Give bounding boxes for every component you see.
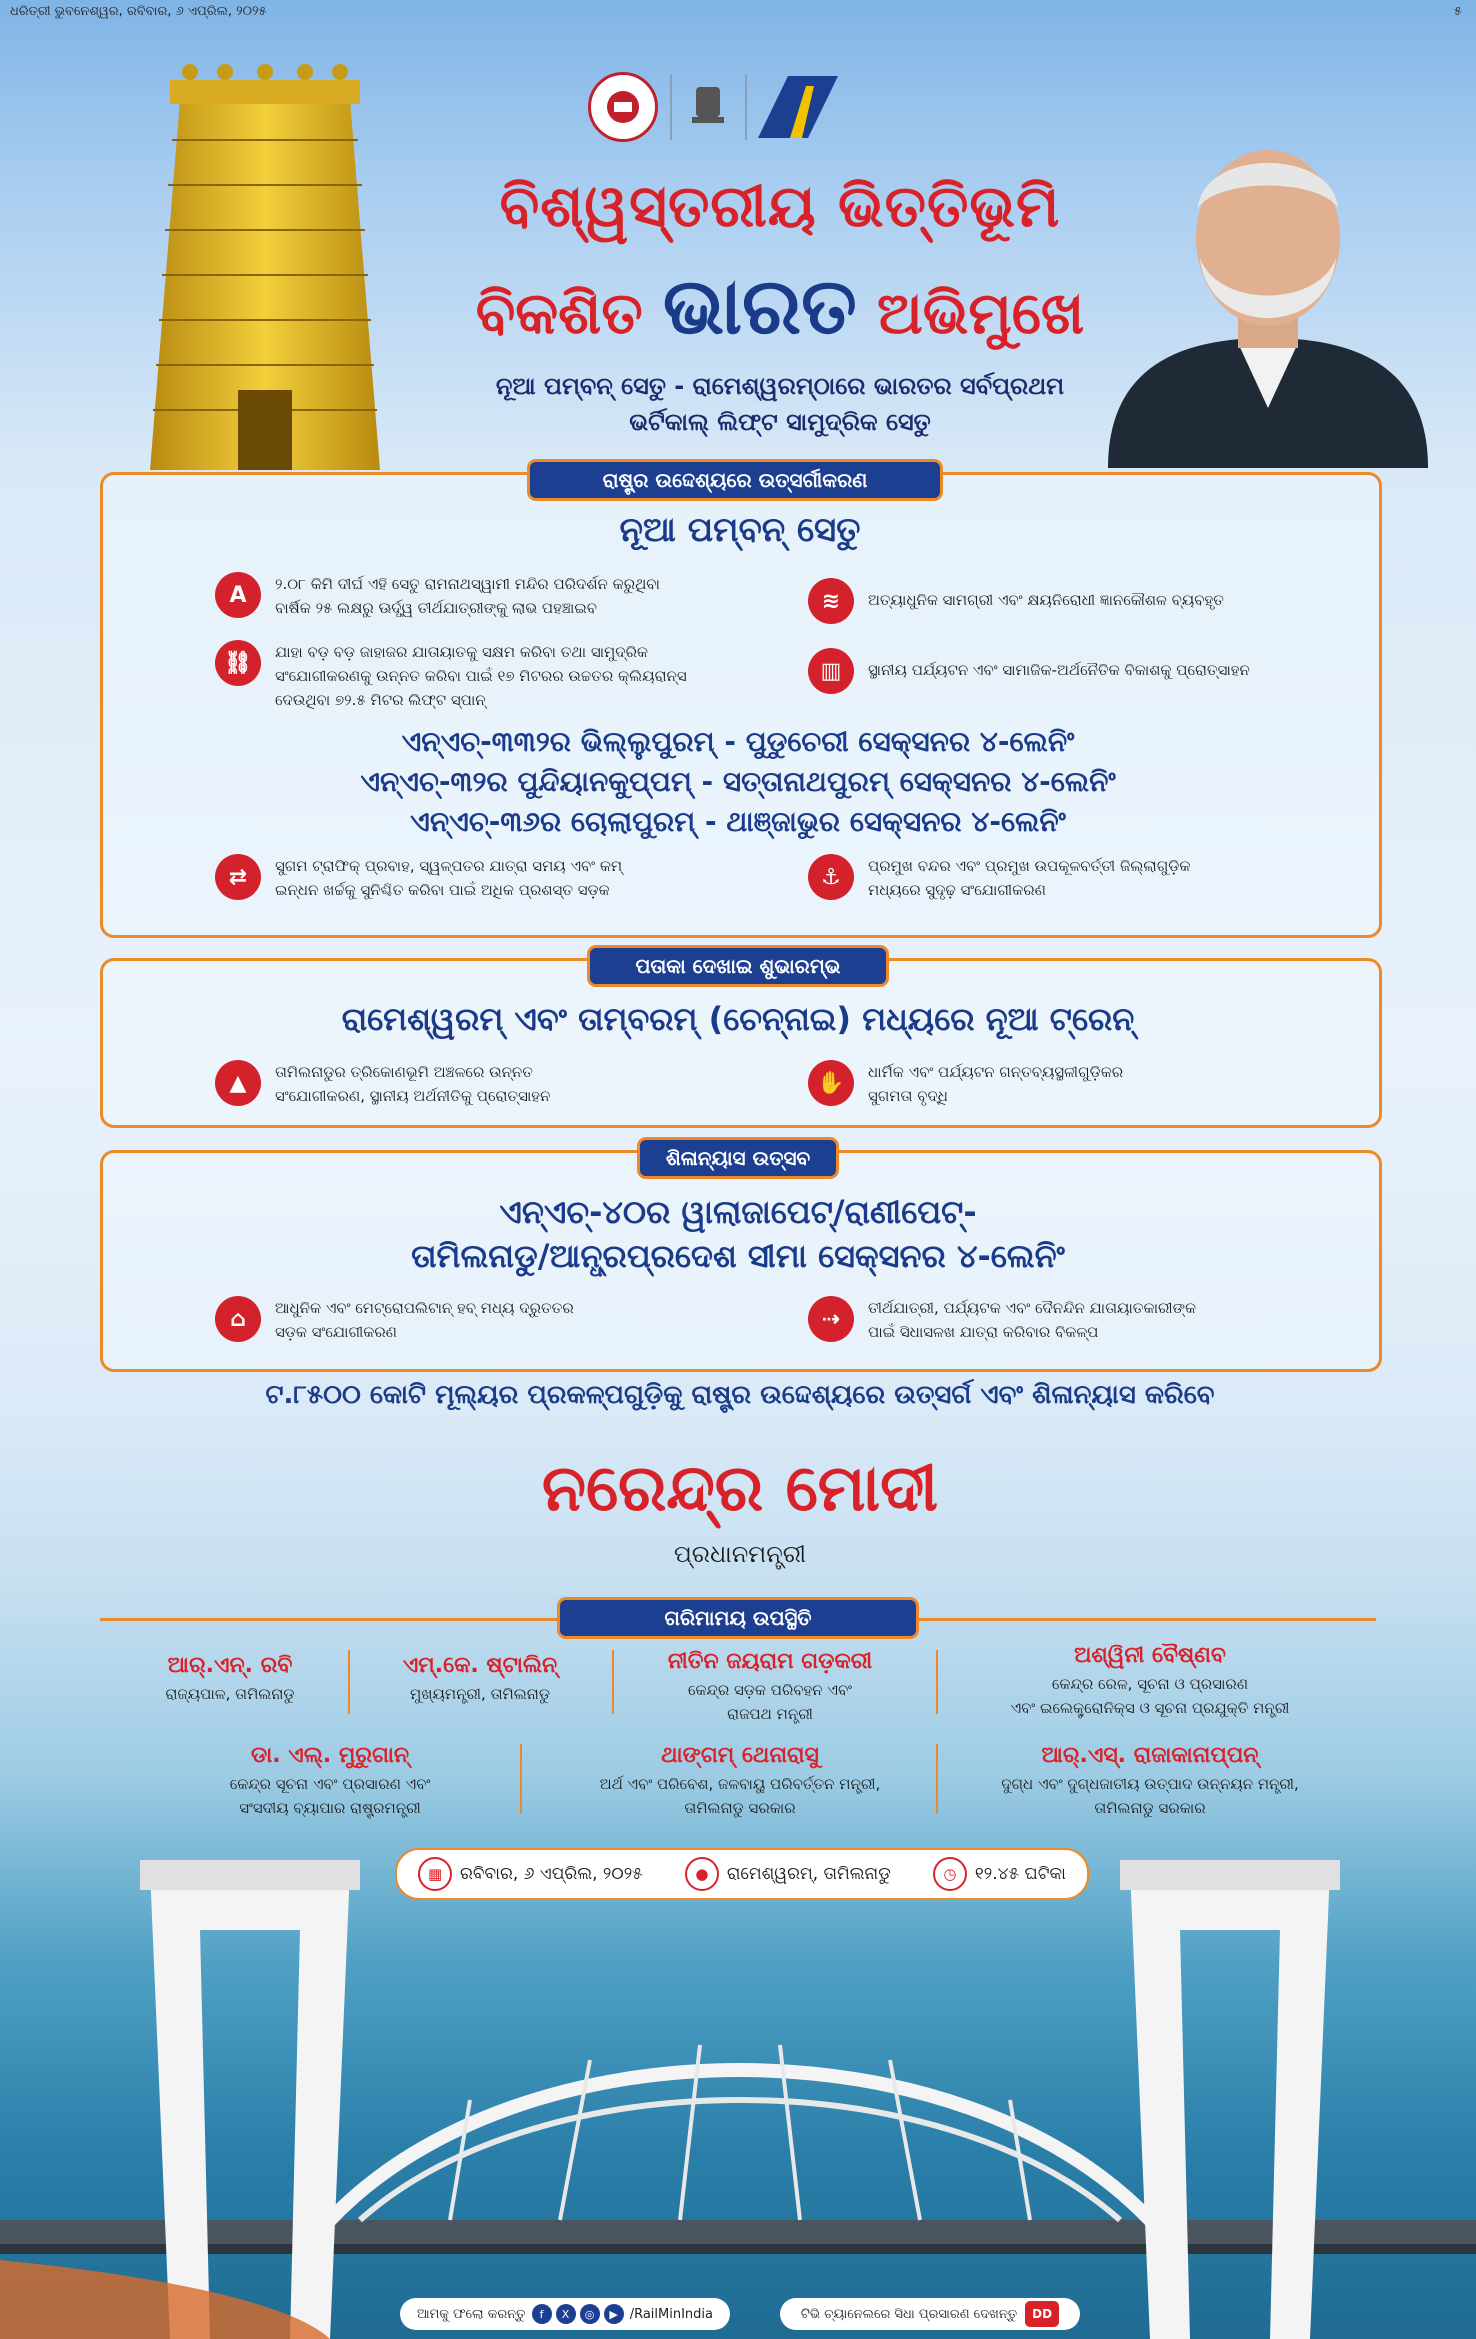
logo-divider xyxy=(670,74,672,140)
feature-text: ସୁଗମ ଟ୍ରାଫିକ୍ ପ୍ରବାହ, ସ୍ୱଳ୍ପତର ଯାତ୍ରା ସମୟ ଏବଂ କମ୍ xyxy=(275,857,623,875)
national-emblem-logo xyxy=(683,76,733,138)
highway-projects-list xyxy=(180,722,1296,842)
youtube-icon[interactable]: ▶ xyxy=(604,2304,624,2324)
feature-text: ସଡ଼କ ସଂଯୋଗୀକରଣ xyxy=(275,1323,398,1341)
route-icon: ⇄ xyxy=(215,854,261,900)
dignitary-role: କେନ୍ଦ୍ର ରେଳ, ସୂଚନା ଓ ପ୍ରସାରଣ xyxy=(1051,1675,1249,1693)
dignitary-role: ମୁଖ୍ୟମନ୍ତ୍ରୀ, ତାମିଲନାଡୁ xyxy=(410,1685,550,1703)
growth-chart-icon: ▥ xyxy=(808,648,854,694)
temple-gopuram-image xyxy=(110,60,420,470)
feature-text: ସଂଯୋଗୀକରଣକୁ ଉନ୍ନତ କରିବା ପାଇଁ ୧୭ ମିଟରର ଉଚ୍ଚତର କ୍ଲିୟରାନ୍ସ xyxy=(275,667,687,685)
pamban-bridge-image xyxy=(0,1840,1476,2339)
feature-metro-hub xyxy=(215,1296,775,1344)
dignitary-role: ରାଜପଥ ମନ୍ତ୍ରୀ xyxy=(727,1705,813,1723)
dignitary-name: ଏମ୍.କେ. ଷ୍ଟାଲିନ୍ xyxy=(402,1653,558,1678)
dignitary-name: ଆର୍.ଏସ୍. ରାଜାକାନାପ୍ପନ୍ xyxy=(1041,1743,1259,1768)
pilgrimage-icon: ✋ xyxy=(808,1060,854,1106)
new-train-title: ରାମେଶ୍ୱରମ୍ ଏବଂ ତାମ୍ବରମ୍ (ଚେନ୍ନାଇ) ମଧ୍ୟରେ ନୂଆ ଟ୍ରେନ୍ xyxy=(341,1000,1135,1038)
clock-icon: ◷ xyxy=(933,1857,967,1891)
dignitary-role: ଅର୍ଥ ଏବଂ ପରିବେଶ, ଜଳବାୟୁ ପରିବର୍ତ୍ତନ ମନ୍ତ୍ରୀ, xyxy=(599,1775,881,1793)
divider xyxy=(520,1744,522,1814)
divider xyxy=(936,1744,938,1814)
dignitary-role: ତାମିଲନାଡୁ ସରକାର xyxy=(684,1799,796,1817)
indian-railways-logo xyxy=(588,72,658,142)
social-follow-pill xyxy=(400,2298,730,2330)
dignitary-role: ତାମିଲନାଡୁ ସରକାର xyxy=(1094,1799,1206,1817)
dignitary-role: ସଂସଦୀୟ ବ୍ୟାପାର ରାଷ୍ଟ୍ରମନ୍ତ୍ରୀ xyxy=(239,1799,421,1817)
dignitary-role: କେନ୍ଦ୍ର ସୂଚନା ଏବଂ ପ୍ରସାରଣ ଏବଂ xyxy=(229,1775,431,1793)
feature-tourism xyxy=(808,648,1328,694)
highway-item: ଏନ୍‌ଏଚ୍-୩୩୨ର ଭିଲ୍ଲୁପୁରମ୍ - ପୁଡୁଚେରୀ ସେକ୍ସନର ୪-ଲେନିଂ xyxy=(401,725,1075,758)
nh40-title-line1: ଏନ୍‌ଏଚ୍-୪୦ର ୱାଲାଜାପେଟ୍/ରାଣୀପେଟ୍- xyxy=(499,1193,977,1231)
event-date-item xyxy=(418,1857,643,1891)
event-place: ରାମେଶ୍ୱରମ୍, ତାମିଲନାଡୁ xyxy=(726,1864,891,1884)
pm-portrait-image xyxy=(1068,108,1468,468)
nhai-logo xyxy=(758,76,838,138)
dignitaries-tag: ଗରିମାମୟ ଉପସ୍ଥିତି xyxy=(560,1600,916,1636)
highway-item: ଏନ୍‌ଏଚ୍-୩୬ର ଚୋଲାପୁରମ୍ - ଥାଞ୍ଜାଭୁର ସେକ୍ସନର ୪-ଲେନିଂ xyxy=(410,805,1066,838)
feature-text: ମଧ୍ୟରେ ସୁଦୃଢ଼ ସଂଯୋଗୀକରଣ xyxy=(868,881,1046,899)
masthead: ଧରିତ୍ରୀ ଭୁବନେଶ୍ୱର, ରବିବାର, ୬ ଏପ୍ରିଲ, ୨୦୨୫ xyxy=(10,4,267,19)
feature-text: ୨.୦୮ କିମି ଦୀର୍ଘ ଏହି ସେତୁ ରାମନାଥସ୍ୱାମୀ ମନ୍ଦିର ପରିଦର୍ଶନ କରୁଥିବା xyxy=(275,575,660,593)
facebook-icon[interactable]: f xyxy=(532,2304,552,2324)
dignitary-name: ଡା. ଏଲ୍. ମୁରୁଗାନ୍ xyxy=(250,1743,410,1768)
event-time: ୧୨.୪୫ ଘଟିକା xyxy=(974,1864,1066,1884)
link-icon: ⛓ xyxy=(215,640,261,686)
feature-direct-travel xyxy=(808,1296,1328,1344)
section-foundation-tag: ଶିଳାନ୍ୟାସ ଉତ୍ସବ xyxy=(640,1140,836,1176)
dd-news-logo: DD xyxy=(1025,2301,1059,2327)
heading-word-vikasit: ବିକଶିତ xyxy=(475,279,643,347)
pm-title: ପ୍ରଧାନମନ୍ତ୍ରୀ xyxy=(673,1540,807,1568)
feature-text: ବାର୍ଷିକ ୨୫ ଲକ୍ଷରୁ ଊର୍ଦ୍ଧ୍ୱ ତୀର୍ଥଯାତ୍ରୀଙ୍କୁ ଲାଭ ପହଞ୍ଚାଇବ xyxy=(275,599,598,617)
dd-news-pill xyxy=(780,2298,1080,2330)
dignitary-role: ଦୁଗ୍ଧ ଏବଂ ଦୁଗ୍ଧଜାତୀୟ ଉତ୍ପାଦ ଉନ୍ନୟନ ମନ୍ତ୍ରୀ, xyxy=(1001,1775,1299,1793)
feature-smooth-traffic xyxy=(215,854,775,902)
feature-text: ତାମିଲନାଡୁର ତ୍ରିକୋଣଭୂମି ଅଞ୍ଚଳରେ ଉନ୍ନତ xyxy=(275,1063,533,1081)
heading-word-bharat: ଭାରତ xyxy=(662,262,857,352)
feature-port-connectivity xyxy=(808,854,1328,902)
feature-text: ତୀର୍ଥଯାତ୍ରୀ, ପର୍ଯ୍ୟଟକ ଏବଂ ଦୈନନ୍ଦିନ ଯାତାୟାତକାରୀଙ୍କ xyxy=(868,1299,1197,1317)
nh40-title-line2: ତାମିଲନାଡୁ/ଆନ୍ଧ୍ରପ୍ରଦେଶ ସୀମା ସେକ୍ସନର ୪-ଲେନିଂ xyxy=(411,1237,1065,1275)
calendar-icon: ▦ xyxy=(418,1857,452,1891)
dignitary xyxy=(360,1650,600,1706)
feature-text: ଅତ୍ୟାଧୁନିକ ସାମଗ୍ରୀ ଏବଂ କ୍ଷୟନିରୋଧୀ ଜ୍ଞାନକୌଶଳ ବ୍ୟବହୃତ xyxy=(868,591,1224,609)
main-heading-line1: ବିଶ୍ୱସ୍ତରୀୟ ଭିତ୍ତିଭୂମି xyxy=(499,172,1061,240)
dignitary-role: ରାଜ୍ୟପାଳ, ତାମିଲନାଡୁ xyxy=(165,1685,295,1703)
dignitary-name: ଆର୍.ଏନ୍. ରବି xyxy=(167,1653,293,1678)
feature-text: ପାଇଁ ସିଧାସଳଖ ଯାତ୍ରା କରିବାର ବିକଳ୍ପ xyxy=(868,1323,1099,1341)
dignitary-role: କେନ୍ଦ୍ର ସଡ଼କ ପରିବହନ ଏବଂ xyxy=(687,1681,853,1699)
nh40-title xyxy=(200,1190,1276,1278)
dignitary xyxy=(180,1740,480,1820)
dignitary xyxy=(960,1740,1340,1820)
feature-text: ସଂଯୋଗୀକରଣ, ସ୍ଥାନୀୟ ଅର୍ଥନୀତିକୁ ପ୍ରୋତ୍ସାହନ xyxy=(275,1087,551,1105)
subheading xyxy=(430,368,1130,440)
feature-text: ଦେଉଥିବା ୭୨.୫ ମିଟର ଲିଫ୍ଟ ସ୍ପାନ୍ xyxy=(275,691,486,709)
feature-text: ସୁଗମତା ବୃଦ୍ଧି xyxy=(868,1087,948,1105)
divider xyxy=(936,1650,938,1714)
feature-text: ଆଧୁନିକ ଏବଂ ମେଟ୍ରୋପଲିଟାନ୍ ହବ୍ ମଧ୍ୟ ଦ୍ରୁତତର xyxy=(275,1299,574,1317)
dignitary-role: ଏବଂ ଇଲେକ୍ଟ୍ରୋନିକ୍ସ ଓ ସୂଚନା ପ୍ରଯୁକ୍ତି ମନ୍ତ୍ରୀ xyxy=(1010,1699,1290,1717)
event-info-bar xyxy=(395,1848,1089,1900)
water-icon: ≋ xyxy=(808,578,854,624)
feature-text: ଯାହା ବଡ଼ ବଡ଼ ଜାହାଜର ଯାତାୟାତକୁ ସକ୍ଷମ କରିବା ତଥା ସାମୁଦ୍ରିକ xyxy=(275,643,649,661)
pm-name: ନରେନ୍ଦ୍ର ମୋଦୀ xyxy=(541,1452,939,1526)
dignitary-name: ଥାଙ୍ଗମ୍ ଥେନାରାସୁ xyxy=(661,1743,819,1768)
city-icon: ⌂ xyxy=(215,1296,261,1342)
heading-word-abhimukhe: ଅଭିମୁଖେ xyxy=(877,279,1085,347)
dd-live-text: ଟିଭି ଚ୍ୟାନେଲରେ ସିଧା ପ୍ରସାରଣ ଦେଖନ୍ତୁ xyxy=(800,2306,1018,2322)
feature-bridge-length xyxy=(215,572,775,620)
feature-text: ପ୍ରମୁଖ ବନ୍ଦର ଏବଂ ପ୍ରମୁଖ ଉପକୂଳବର୍ତ୍ତୀ ଜିଲ୍ଲାଗୁଡ଼ିକ xyxy=(868,857,1191,875)
dignitary-name: ନୀତିନ ଜୟରାମ ଗଡ଼କରୀ xyxy=(667,1649,873,1674)
dignitary xyxy=(620,1646,920,1726)
social-handle[interactable]: /RailMinIndia xyxy=(629,2306,713,2322)
pamban-bridge-title: ନୂଆ ପମ୍ବନ୍ ସେତୁ xyxy=(619,510,861,550)
subheading-line2: ଭର୍ଟିକାଲ୍ ଲିଫ୍ଟ ସାମୁଦ୍ରିକ ସେତୁ xyxy=(629,408,931,436)
feature-a-icon: A xyxy=(215,572,261,618)
x-twitter-icon[interactable]: X xyxy=(556,2304,576,2324)
feature-text: ସ୍ଥାନୀୟ ପର୍ଯ୍ୟଟନ ଏବଂ ସାମାଜିକ-ଅର୍ଥନୈତିକ ବିକାଶକୁ ପ୍ରୋତ୍ସାହନ xyxy=(868,661,1250,679)
dignitary xyxy=(560,1740,920,1820)
dignitary-name: ଅଶ୍ୱିନୀ ବୈଷ୍ଣବ xyxy=(1074,1643,1226,1668)
section-dedication-tag: ରାଷ୍ଟ୍ର ଉଦ୍ଦେଶ୍ୟରେ ଉତ୍ସର୍ଗୀକରଣ xyxy=(530,462,940,498)
instagram-icon[interactable]: ◎ xyxy=(580,2304,600,2324)
road-icon: ⇢ xyxy=(808,1296,854,1342)
divider xyxy=(612,1650,614,1714)
subheading-line1: ନୂଆ ପମ୍ବନ୍ ସେତୁ - ରାମେଶ୍ୱରମ୍‌ଠାରେ ଭାରତର ସର୍ବପ୍ରଥମ xyxy=(495,372,1065,400)
location-pin-icon: ● xyxy=(685,1857,719,1891)
feature-pilgrim-access xyxy=(808,1060,1328,1108)
dignitary xyxy=(120,1650,340,1706)
section-flagoff-tag: ପତାକା ଦେଖାଇ ଶୁଭାରମ୍ଭ xyxy=(590,948,886,984)
dignitary xyxy=(960,1640,1340,1720)
project-statement: ଟ.୮୫୦୦ କୋଟି ମୂଲ୍ୟର ପ୍ରକଳ୍ପଗୁଡ଼ିକୁ ରାଷ୍ଟ୍ର ଉଦ୍ଦେଶ୍ୟରେ ଉତ୍ସର୍ଗ ଏବଂ ଶିଳାନ୍ୟାସ କରିବେ xyxy=(265,1380,1215,1410)
feature-lift-span xyxy=(215,640,775,712)
event-date: ରବିବାର, ୬ ଏପ୍ରିଲ, ୨୦୨୫ xyxy=(460,1864,643,1884)
divider xyxy=(348,1650,350,1714)
feature-delta-connectivity xyxy=(215,1060,775,1108)
growth-icon: ▲ xyxy=(215,1060,261,1106)
feature-text: ଧାର୍ମିକ ଏବଂ ପର୍ଯ୍ୟଟନ ଗନ୍ତବ୍ୟସ୍ଥଳୀଗୁଡ଼ିକର xyxy=(868,1063,1124,1081)
feature-modern-material xyxy=(808,578,1328,624)
logo-group xyxy=(588,70,838,144)
feature-text: ଇନ୍ଧନ ଖର୍ଚ୍ଚକୁ ସୁନିଶ୍ଚିତ କରିବା ପାଇଁ ଅଧିକ ପ୍ରଶସ୍ତ ସଡ଼କ xyxy=(275,881,610,899)
main-heading-line2 xyxy=(440,262,1120,353)
event-time-item xyxy=(933,1857,1066,1891)
follow-label: ଆମକୁ ଫଲୋ କରନ୍ତୁ xyxy=(417,2306,526,2322)
highway-item: ଏନ୍‌ଏଚ୍-୩୨ର ପୁନ୍ଦିୟାନକୁପ୍ପମ୍ - ସତ୍ତାନାଥପୁରମ୍ ସେକ୍ସନର ୪-ଲେନିଂ xyxy=(360,765,1116,798)
logo-divider xyxy=(745,74,747,140)
event-place-item xyxy=(685,1857,891,1891)
lighthouse-icon: ⚓ xyxy=(808,854,854,900)
page-number: ୫ xyxy=(1453,4,1462,19)
